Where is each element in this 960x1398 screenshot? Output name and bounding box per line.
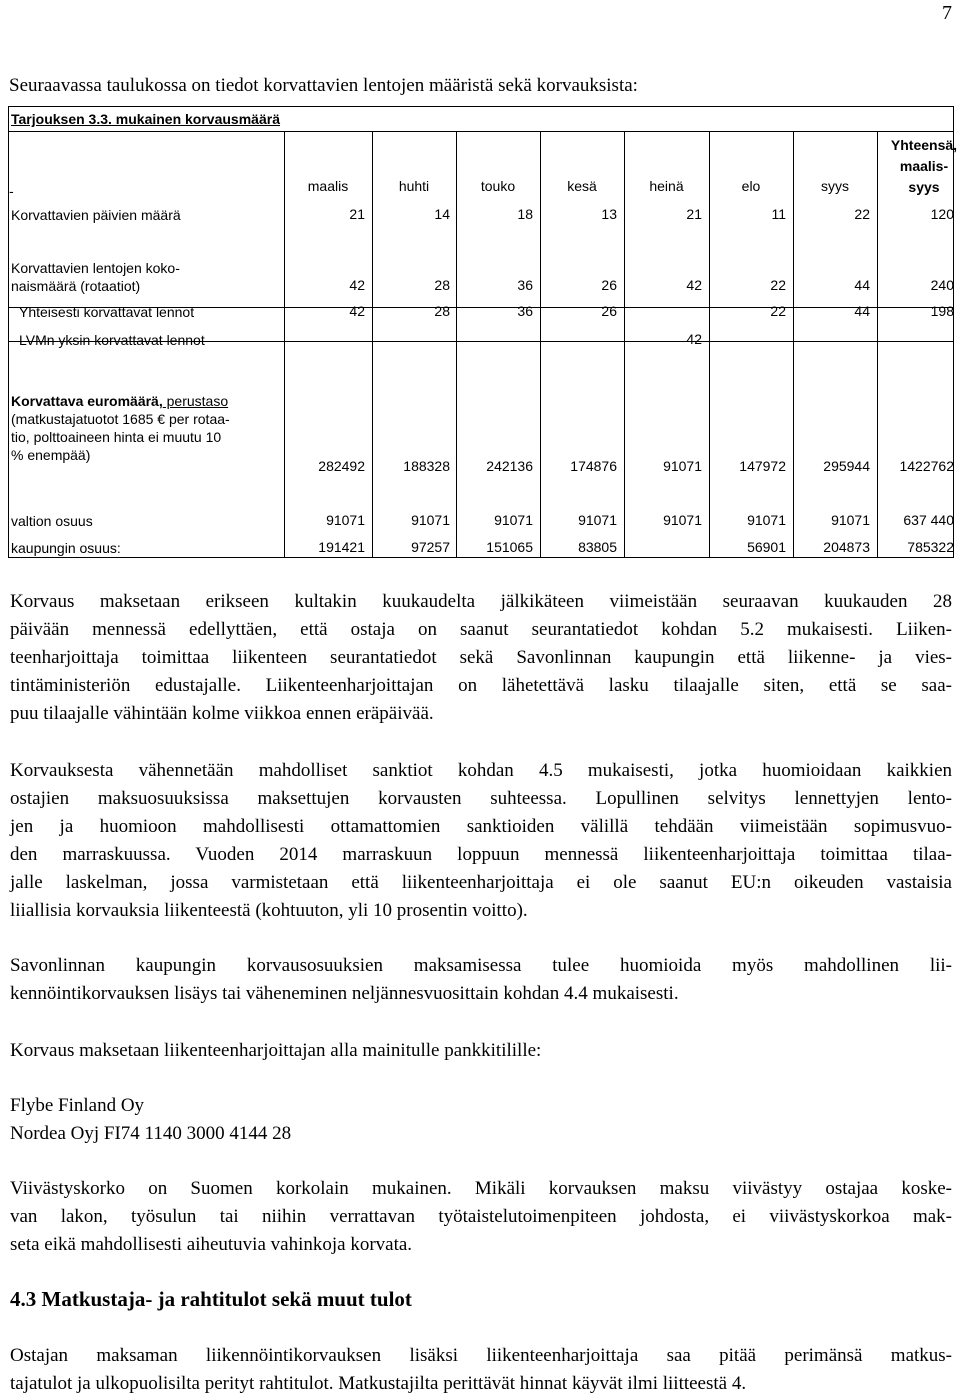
table-column-divider <box>877 131 878 557</box>
text-line: Ostajan maksaman liikennöintikorvauksen lisäksi liikenteenharjoittaja saa pitää perimänsä matkus- <box>10 1345 952 1366</box>
cell-value: 14 <box>434 206 450 222</box>
total-header-line: Yhteensä, <box>890 137 958 153</box>
text-line: Korvauksesta vähennetään mahdolliset sanktiot kohdan 4.5 mukaisesti, jotka huomioidaan kaikkien <box>10 760 952 781</box>
row-label-line: Korvattavien päivien määrä <box>11 207 181 223</box>
row-label-yhteiset <box>19 303 194 321</box>
cell-value: 120 <box>930 206 954 222</box>
cell-value: 637 440 <box>903 512 954 528</box>
cell-value: 22 <box>770 303 786 319</box>
cell-value: 18 <box>517 206 533 222</box>
text-line: Flybe Finland Oy <box>10 1095 145 1116</box>
cell-value: 22 <box>770 277 786 293</box>
page-number: 7 <box>942 2 952 24</box>
row-label-line: Korvattavien lentojen koko- <box>11 260 180 276</box>
row-label-line: tio, polttoaineen hinta ei muutu 10 <box>11 429 222 445</box>
cell-value: 785322 <box>907 539 954 555</box>
paragraph-bank-account <box>10 1037 952 1065</box>
row-label-euro <box>11 392 230 464</box>
month-header: elo <box>741 178 761 194</box>
text-line: teenharjoittaja toimittaa liikenteen seurantatiedot sekä Savonlinnan kaupungin että liikenne- ja vies- <box>10 647 952 668</box>
row-label-line: LVMn yksin korvattavat lennot <box>19 332 205 348</box>
section-heading: 4.3 Matkustaja- ja rahtitulot sekä muut tulot <box>10 1287 412 1311</box>
paragraph-payment-schedule <box>10 588 952 728</box>
cell-value: 36 <box>517 303 533 319</box>
paragraph-sanctions <box>10 757 952 925</box>
cell-value: 188328 <box>403 458 450 474</box>
cell-value: 91071 <box>663 512 702 528</box>
cell-value: 42 <box>686 277 702 293</box>
cell-value: 21 <box>349 206 365 222</box>
table-column-divider <box>284 131 285 557</box>
cell-value: 240 <box>930 277 954 293</box>
month-header: heinä <box>649 178 684 194</box>
cell-value: 21 <box>686 206 702 222</box>
cell-value: 42 <box>349 303 365 319</box>
cell-value: 147972 <box>739 458 786 474</box>
cell-value: 83805 <box>578 539 617 555</box>
text-line: jalle laskelman, jossa varmistetaan että liikenteenharjoittaja ei ole saanut EU:n oikeuden vastaisia <box>10 872 952 893</box>
cell-value: 174876 <box>570 458 617 474</box>
text-line: Korvaus maksetaan liikenteenharjoittajan alla mainitulle pankkitilille: <box>10 1040 542 1061</box>
month-header: kesä <box>567 178 597 194</box>
cell-value: 22 <box>854 206 870 222</box>
cell-value: 36 <box>517 277 533 293</box>
intro-text: Seuraavassa taulukossa on tiedot korvattavien lentojen määristä sekä korvauksista: <box>9 75 638 96</box>
cell-value: 91071 <box>326 512 365 528</box>
cell-value: 28 <box>434 277 450 293</box>
paragraph-city-share <box>10 952 952 1008</box>
month-header: huhti <box>398 178 430 194</box>
compensation-table <box>8 106 958 558</box>
row-label-paivat <box>11 206 181 224</box>
table-column-divider <box>372 131 373 557</box>
cell-value: 42 <box>686 331 702 347</box>
cell-value: 91071 <box>663 458 702 474</box>
table-title: Tarjouksen 3.3. mukainen korvausmäärä <box>11 111 280 127</box>
text-line: puu tilaajalle vähintään kolme viikkoa ennen eräpäivää. <box>10 703 434 724</box>
cell-value: 1422762 <box>899 458 954 474</box>
row-label-line: Korvattava euromäärä, perustaso <box>11 393 229 409</box>
text-line: Korvaus maksetaan erikseen kultakin kuukaudelta jälkikäteen viimeistään seuraavan kuukauden 28 <box>10 591 952 612</box>
text-line: Viivästyskorko on Suomen korkolain mukainen. Mikäli korvauksen maksu viivästyy ostajaa koske- <box>10 1178 952 1199</box>
month-header: maalis <box>307 178 349 194</box>
table-column-divider <box>709 131 710 557</box>
cell-value: 191421 <box>318 539 365 555</box>
text-line: tajatulot ja ulkopuolisilta perityt rahtitulot. Matkustajilta perittävät hinnat käyvät ilmi liitteestä 4. <box>10 1373 747 1394</box>
table-column-divider <box>456 131 457 557</box>
cell-value: 97257 <box>411 539 450 555</box>
text-line: kennöintikorvauksen lisäys tai väheneminen neljännesvuosittain kohdan 4.4 mukaisesti. <box>10 983 679 1004</box>
cell-value: 91071 <box>578 512 617 528</box>
row-label-line: % enempää) <box>11 447 91 463</box>
total-header-line: maalis- <box>899 158 949 174</box>
paragraph-bank-details <box>10 1092 952 1148</box>
row-label-lvmn <box>19 331 205 349</box>
row-label-kaupunki <box>11 539 121 557</box>
cell-value: 28 <box>434 303 450 319</box>
cell-value: 204873 <box>823 539 870 555</box>
paragraph-late-interest <box>10 1175 952 1259</box>
table-column-divider <box>540 131 541 557</box>
text-line: Nordea Oyj FI74 1140 3000 4144 28 <box>10 1123 292 1144</box>
cell-value: 11 <box>771 206 786 222</box>
cell-value: 44 <box>854 277 870 293</box>
cell-value: 295944 <box>823 458 870 474</box>
cell-value: 91071 <box>831 512 870 528</box>
text-line: den marraskuussa. Vuoden 2014 marraskuun loppuun mennessä liikenteenharjoittaja toimittaa tilaa- <box>10 844 952 865</box>
text-line: tintäministeriön edustajalle. Liikenteenharjoittajan on lähetettävä lasku tilaajalle siten, että se saa- <box>10 675 952 696</box>
cell-value: 198 <box>930 303 954 319</box>
month-header: touko <box>480 178 516 194</box>
cell-value: 242136 <box>486 458 533 474</box>
row-label-line: naismäärä (rotaatiot) <box>11 278 141 294</box>
cell-value: 26 <box>601 303 617 319</box>
paragraph-passenger-revenue <box>10 1342 952 1398</box>
row-label-valtio <box>11 512 93 530</box>
header-dash: - <box>9 183 14 199</box>
month-header: syys <box>821 178 849 194</box>
text-line: van lakon, työsulun tai niihin verrattavan työtaistelutoimenpiteen johdosta, ei viivästyskorkoa mak- <box>10 1206 952 1227</box>
text-line: Savonlinnan kaupungin korvausosuuksien maksamisessa tulee huomioida myös mahdollinen lii- <box>10 955 952 976</box>
row-label-line: (matkustajatuotot 1685 € per rotaa- <box>11 411 230 427</box>
cell-value: 13 <box>601 206 617 222</box>
cell-value: 282492 <box>318 458 365 474</box>
table-column-divider <box>793 131 794 557</box>
row-label-line: Yhteisesti korvattavat lennot <box>19 304 195 320</box>
cell-value: 42 <box>349 277 365 293</box>
text-line: jen ja huomioon mahdollisesti ottamattomien sanktioiden välillä tehdään viimeistään sopimusvuo- <box>10 816 952 837</box>
total-header <box>879 135 960 198</box>
table-row-divider <box>9 131 953 132</box>
cell-value: 44 <box>854 303 870 319</box>
cell-value: 91071 <box>747 512 786 528</box>
text-line: seta eikä mahdollisesti aiheutuvia vahinkoja korvata. <box>10 1234 413 1255</box>
cell-value: 26 <box>601 277 617 293</box>
cell-value: 91071 <box>494 512 533 528</box>
text-line: liiallisia korvauksia liikenteestä (kohtuuton, yli 10 prosentin voitto). <box>10 900 528 921</box>
row-label-line: kaupungin osuus: <box>11 540 121 556</box>
row-label-lennot <box>11 259 180 295</box>
cell-value: 151065 <box>486 539 533 555</box>
total-header-line: syys <box>908 179 940 195</box>
cell-value: 91071 <box>411 512 450 528</box>
row-label-line: valtion osuus <box>11 513 93 529</box>
text-line: päivään mennessä edellyttäen, että ostaja on saanut seurantatiedot kohdan 5.2 mukaisesti. Liiken- <box>10 619 952 640</box>
cell-value: 56901 <box>747 539 786 555</box>
text-line: ostajien maksuosuuksissa maksettujen korvausten suhteessa. Lopullinen selvitys lennettyjen lento- <box>10 788 952 809</box>
